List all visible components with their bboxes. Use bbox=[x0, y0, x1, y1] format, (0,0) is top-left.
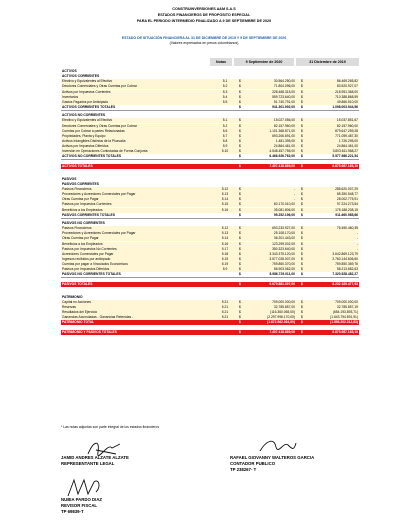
row-note: 5.21 bbox=[221, 315, 229, 320]
statement-units: (Valores expresados en pesos colombianos) bbox=[169, 41, 239, 45]
value-2019: 5.577.986.221,54 bbox=[332, 154, 358, 159]
row-note: 5.6 bbox=[222, 128, 228, 133]
row-label: Proveedores y Acreedores Comerciales por Pagar bbox=[62, 192, 136, 197]
row-label: ACTIVOS TOTALES bbox=[62, 163, 93, 168]
currency-symbol: $ bbox=[301, 202, 303, 207]
currency-symbol: $ bbox=[239, 192, 241, 197]
value-2019: 879.647.259,28 bbox=[335, 128, 358, 133]
row-label: Beneficios a los Empleados bbox=[62, 207, 103, 212]
value-2019: 218.951.368,00 bbox=[335, 89, 358, 94]
currency-symbol: $ bbox=[301, 79, 303, 84]
value-2020: 4.548.457.755,00 bbox=[269, 149, 295, 154]
row-note: 5.8 bbox=[222, 138, 228, 143]
value-2020: 35.081.806,00 bbox=[273, 207, 295, 212]
row-label: PATRIMONIO TOTAL bbox=[62, 320, 95, 325]
row-label: Activos por Impuestos Corrientes bbox=[62, 89, 111, 94]
currency-symbol: $ bbox=[239, 207, 241, 212]
row-note: 5.21 bbox=[221, 310, 229, 315]
row-label: Cuentas por pagar a Vinculados Económicos bbox=[62, 262, 128, 267]
currency-symbol: $ bbox=[239, 226, 241, 231]
row-label: Gastos Pagados por Anticipado bbox=[62, 99, 109, 104]
value-2020: 228.468.315,00 bbox=[272, 89, 295, 94]
value-2020: 56.903.062,00 bbox=[273, 267, 295, 272]
row-label: Deudores Comerciales y Otras Cuentas por Cobrar bbox=[62, 84, 137, 89]
value-2019: 82.157.960,00 bbox=[336, 123, 358, 128]
total-row bbox=[61, 164, 359, 169]
row-label: PASIVOS CORRIENTES TOTALES bbox=[62, 212, 115, 217]
row-label: PASIVOS bbox=[62, 176, 77, 181]
value-2019: 76.450.460,35 bbox=[336, 226, 358, 231]
value-2019: 24.864.461,00 bbox=[336, 144, 358, 149]
value-2019: 7.320.528.482,27 bbox=[332, 272, 358, 277]
row-note: 5.1 bbox=[222, 79, 228, 84]
currency-symbol: $ bbox=[301, 251, 303, 256]
currency-symbol: $ bbox=[301, 105, 303, 110]
value-2020: - bbox=[293, 187, 295, 191]
row-label: PATRIMONIO Y PASIVOS TOTALES bbox=[62, 329, 117, 334]
value-2020: 51.740.791,00 bbox=[273, 99, 295, 104]
divider bbox=[61, 110, 359, 111]
currency-symbol: $ bbox=[239, 272, 241, 277]
divider bbox=[61, 159, 359, 160]
statement-type: ESTADOS FINANCIEROS DE PROPÓSITO ESPECIAL bbox=[157, 13, 251, 17]
value-2020: 25.108.170,00 bbox=[273, 231, 295, 236]
currency-symbol: $ bbox=[239, 79, 241, 84]
value-2019: 58.213.682,63 bbox=[336, 267, 358, 272]
footnote: * Las notas adjuntas son parte integral de los estados financieros bbox=[61, 425, 160, 429]
currency-symbol: $ bbox=[301, 99, 303, 104]
row-label: Deudores Comerciales y Otras Cuentas por Cobrar bbox=[62, 123, 137, 128]
row-label: Beneficios a los Empleados bbox=[62, 241, 103, 246]
value-2020: 30.564.250,00 bbox=[273, 79, 295, 84]
value-2019: 3.803.611.968,27 bbox=[332, 149, 358, 154]
row-label: Otras Cuentas por Pagar bbox=[62, 197, 99, 202]
row-note: 5.14 bbox=[221, 197, 229, 202]
value-2019: 3.642.869.123,79 bbox=[332, 251, 358, 256]
value-2020: 3.343.375.120,00 bbox=[269, 251, 295, 256]
value-2019: 8.232.189.477,93 bbox=[332, 281, 358, 286]
row-label: PASIVOS CORRIENTES bbox=[62, 181, 99, 186]
value-2019: 28.002.775,91 bbox=[336, 197, 358, 202]
row-label: ACTIVOS CORRIENTES TOTALES bbox=[62, 105, 116, 110]
value-2020: 3.577.028.007,00 bbox=[269, 256, 295, 261]
currency-symbol: $ bbox=[239, 315, 241, 320]
row-note: 5.12 bbox=[221, 226, 229, 231]
currency-symbol: $ bbox=[239, 212, 241, 217]
value-2019: - bbox=[356, 231, 358, 236]
currency-symbol: $ bbox=[239, 154, 241, 159]
value-2019: 1.726.295,00 bbox=[338, 138, 358, 143]
row-note: 5.16 bbox=[221, 207, 229, 212]
value-2020: - bbox=[293, 192, 295, 197]
currency-symbol: $ bbox=[301, 197, 303, 202]
currency-symbol: $ bbox=[239, 246, 241, 251]
currency-symbol: $ bbox=[301, 310, 303, 315]
value-2020: 941.301.092,00 bbox=[272, 105, 295, 110]
currency-symbol: $ bbox=[239, 320, 241, 325]
currency-symbol: $ bbox=[239, 84, 241, 89]
row-note: 5.9 bbox=[222, 267, 228, 272]
currency-symbol: $ bbox=[239, 144, 241, 149]
value-2019: 709.000.000,00 bbox=[335, 299, 358, 304]
divider bbox=[61, 218, 359, 219]
row-note: 5.19 bbox=[221, 256, 229, 261]
row-note: 5.13 bbox=[221, 231, 229, 236]
currency-symbol: $ bbox=[239, 329, 241, 334]
value-2020: 9.079.881.307,00 bbox=[269, 281, 295, 286]
row-label: ACTIVOS NO CORRIENTES bbox=[62, 113, 106, 118]
currency-symbol: $ bbox=[239, 163, 241, 168]
value-2020: 1.481.395,00 bbox=[275, 138, 295, 143]
currency-symbol: $ bbox=[239, 149, 241, 154]
value-2020: - bbox=[293, 197, 295, 202]
column-header-2020: 9 Septiembre de 2020 bbox=[234, 58, 294, 66]
row-label: PASIVOS NO CORRIENTES TOTALES bbox=[62, 272, 121, 277]
currency-symbol: $ bbox=[301, 299, 303, 304]
total-row bbox=[61, 330, 359, 335]
value-2019: 85.350.548,77 bbox=[336, 192, 358, 197]
row-label: PATRIMONIO bbox=[62, 294, 83, 299]
currency-symbol: $ bbox=[301, 89, 303, 94]
row-label: Inversión en Operaciones Controladas de Forma Conjunta bbox=[62, 149, 148, 154]
row-label: PASIVOS TOTALES bbox=[62, 281, 93, 286]
row-label: Inventarios bbox=[62, 94, 79, 99]
row-label: Otras Cuentas por Pagar bbox=[62, 236, 99, 241]
value-2019: (654.193.893,71) bbox=[332, 310, 358, 315]
currency-symbol: $ bbox=[301, 94, 303, 99]
value-2020: 123.299.002,00 bbox=[272, 241, 295, 246]
signatory-role-fiscal-auditor: REVISOR FISCAL bbox=[61, 503, 98, 508]
row-label: Cuentas por Cobrar a partes Relacionadas bbox=[62, 128, 125, 133]
row-note: 5.21 bbox=[221, 305, 229, 309]
currency-symbol: $ bbox=[301, 118, 303, 123]
value-2019: 83.520.927,07 bbox=[336, 84, 358, 89]
currency-symbol: $ bbox=[301, 84, 303, 89]
value-2020: 1.101.368.871,00 bbox=[269, 128, 295, 133]
currency-symbol: $ bbox=[301, 305, 303, 309]
value-2019: 285.620.007,29 bbox=[335, 187, 358, 191]
currency-symbol: $ bbox=[239, 128, 241, 133]
value-2020: 15.027.056,00 bbox=[273, 118, 295, 123]
row-label: Pasivos por Impuestos No Corrientes bbox=[62, 246, 117, 251]
currency-symbol: $ bbox=[301, 236, 303, 241]
value-2020: 8.986.729.011,00 bbox=[269, 272, 295, 277]
currency-symbol: $ bbox=[239, 197, 241, 202]
currency-symbol: $ bbox=[301, 212, 303, 217]
row-label: ACTIVOS NO CORRIENTES TOTALES bbox=[62, 154, 122, 159]
row-note: 5.2 bbox=[222, 84, 228, 89]
currency-symbol: $ bbox=[239, 202, 241, 207]
value-2019: 175.188.208,15 bbox=[335, 207, 358, 212]
statement-title: ESTADO DE SITUACIÓN FINANCIERA AL 31 DE DICIEMBRE DE 2019 Y 9 DE SEPTIEMBRE DE 2020 bbox=[121, 36, 287, 40]
value-2019: 710.388.868,59 bbox=[335, 94, 358, 99]
signatory-name-fiscal-auditor: NUBIA PARDO DIAZ bbox=[61, 497, 103, 502]
currency-symbol: $ bbox=[301, 133, 303, 138]
row-label: Reservas bbox=[62, 305, 76, 309]
currency-symbol: $ bbox=[301, 256, 303, 261]
statement-period: PARA EL PERIODO INTERMEDIO FINALIZADO A 9 DE SEPTIEMBRE DE 2020 bbox=[136, 19, 272, 23]
row-note: 5.3 bbox=[222, 89, 228, 94]
currency-symbol: $ bbox=[239, 299, 241, 304]
currency-symbol: $ bbox=[239, 267, 241, 272]
value-2020: (116.360.065,00) bbox=[270, 310, 295, 315]
currency-symbol: $ bbox=[301, 192, 303, 197]
value-2020: 350.323.640,00 bbox=[272, 246, 295, 251]
currency-symbol: $ bbox=[301, 315, 303, 320]
row-note: 5.7 bbox=[222, 133, 228, 138]
row-label: Acreedores Comerciales por Pagar bbox=[62, 251, 114, 256]
row-label: Activos por Impuestos Diferidos bbox=[62, 144, 109, 149]
row-note: 5.1 bbox=[222, 118, 228, 123]
currency-symbol: $ bbox=[239, 89, 241, 94]
currency-symbol: $ bbox=[239, 138, 241, 143]
currency-symbol: $ bbox=[301, 246, 303, 251]
row-label: Proveedores y Acreedores Comerciales por Pagar bbox=[62, 231, 136, 236]
value-2020: 693.233.927,00 bbox=[272, 226, 295, 231]
row-note: 5.2 bbox=[222, 123, 228, 128]
currency-symbol: $ bbox=[301, 154, 303, 159]
currency-symbol: $ bbox=[239, 241, 241, 246]
currency-symbol: $ bbox=[301, 163, 303, 168]
value-2019: 2.760.144.606,60 bbox=[332, 256, 358, 261]
row-label: ACTIVOS bbox=[62, 69, 77, 73]
row-note: 5.10 bbox=[221, 149, 229, 154]
row-label: Ingresos recibidos por anticipado bbox=[62, 256, 111, 261]
signatory-tp-accountant: TP 238267- T bbox=[230, 467, 257, 472]
row-label: Efectivo y Equivalentes al Efectivo bbox=[62, 118, 113, 123]
row-note: 5.15 bbox=[221, 202, 229, 207]
value-2019: 97.224.273,54 bbox=[336, 202, 358, 207]
value-2019: 759.850.369,76 bbox=[335, 262, 358, 267]
value-2020: 6.466.926.762,00 bbox=[269, 154, 295, 159]
currency-symbol: $ bbox=[239, 256, 241, 261]
currency-symbol: $ bbox=[239, 251, 241, 256]
currency-symbol: $ bbox=[239, 262, 241, 267]
value-2020: 82.157.960,00 bbox=[273, 123, 295, 128]
value-2019: 911.660.985,66 bbox=[335, 212, 358, 217]
total-row bbox=[61, 320, 359, 325]
signatory-role-legal-rep: REPRESENTANTE LEGAL bbox=[61, 461, 115, 466]
row-note: 5.16 bbox=[221, 241, 229, 246]
currency-symbol: $ bbox=[239, 94, 241, 99]
value-2020: 95.252.196,00 bbox=[273, 212, 295, 217]
value-2019: 32.785.857,19 bbox=[336, 305, 358, 309]
row-note: 5.13 bbox=[221, 192, 229, 197]
row-label: Pasivos Financieros bbox=[62, 187, 92, 191]
currency-symbol: $ bbox=[301, 329, 303, 334]
value-2019: 86.469.265,82 bbox=[336, 79, 358, 84]
value-2020: 759.850.370,00 bbox=[272, 262, 295, 267]
signatory-name-legal-rep: JAMID ANDRES ALZATE ALZATE bbox=[61, 455, 129, 460]
currency-symbol: $ bbox=[239, 99, 241, 104]
currency-symbol: $ bbox=[301, 138, 303, 143]
currency-symbol: $ bbox=[301, 320, 303, 325]
value-2019: - bbox=[356, 246, 358, 251]
row-note: 5.21 bbox=[221, 299, 229, 304]
row-label: Pasivos por Impuestos Diferidos bbox=[62, 267, 110, 272]
currency-symbol: $ bbox=[239, 231, 241, 236]
value-2020: 24.864.461,00 bbox=[273, 144, 295, 149]
row-note: 5.14 bbox=[221, 236, 229, 241]
value-2019: (1.643.794.591,91) bbox=[330, 315, 358, 320]
currency-symbol: $ bbox=[301, 241, 303, 246]
currency-symbol: $ bbox=[239, 236, 241, 241]
row-note: 5.17 bbox=[221, 246, 229, 251]
value-2019: 1.098.003.944,56 bbox=[332, 105, 358, 110]
row-note: 5.19 bbox=[221, 262, 229, 267]
row-label: PASIVOS NO CORRIENTES bbox=[62, 220, 105, 225]
value-2020: 32.785.857,00 bbox=[273, 305, 295, 309]
value-2020: 7.407.418.869,00 bbox=[269, 329, 295, 334]
currency-symbol: $ bbox=[239, 187, 241, 191]
row-label: ACTIVOS CORRIENTES bbox=[62, 74, 100, 79]
column-header-2019: 31 Diciembre de 2019 bbox=[296, 58, 359, 66]
currency-symbol: $ bbox=[239, 123, 241, 128]
row-label: Pasivos Financieros bbox=[62, 226, 92, 231]
currency-symbol: $ bbox=[301, 231, 303, 236]
value-2020: 559.723.640,00 bbox=[272, 94, 295, 99]
signatory-role-accountant: CONTADOR PUBLICO bbox=[230, 461, 276, 466]
currency-symbol: $ bbox=[239, 118, 241, 123]
value-2019: (1.556.202.312,83) bbox=[330, 320, 358, 325]
currency-symbol: $ bbox=[301, 149, 303, 154]
currency-symbol: $ bbox=[239, 105, 241, 110]
value-2020: 71.804.096,00 bbox=[273, 84, 295, 89]
value-2019: - bbox=[356, 241, 358, 246]
value-2020: 7.407.418.869,00 bbox=[269, 163, 295, 168]
value-2019: 6.675.987.165,10 bbox=[332, 329, 358, 334]
row-label: Activos Intangibles Distintos de la Plusvalía bbox=[62, 138, 126, 143]
value-2020: 693.206.691,00 bbox=[272, 133, 295, 138]
value-2019: 49.866.510,00 bbox=[336, 99, 358, 104]
row-label: Propiedades, Planta y Equipo bbox=[62, 133, 106, 138]
row-label: Pasivos por Impuestos Corrientes bbox=[62, 202, 112, 207]
currency-symbol: $ bbox=[301, 207, 303, 212]
currency-symbol: $ bbox=[301, 272, 303, 277]
currency-symbol: $ bbox=[301, 144, 303, 149]
value-2020: (1.672.562.364,00) bbox=[267, 320, 295, 325]
value-2020: 36.201.443,00 bbox=[273, 236, 295, 241]
currency-symbol: $ bbox=[239, 281, 241, 286]
value-2019: 15.037.851,67 bbox=[336, 118, 358, 123]
currency-symbol: $ bbox=[301, 262, 303, 267]
currency-symbol: $ bbox=[301, 226, 303, 231]
currency-symbol: $ bbox=[301, 128, 303, 133]
value-2019: 771.059.487,30 bbox=[335, 133, 358, 138]
currency-symbol: $ bbox=[301, 281, 303, 286]
value-2019: - bbox=[356, 236, 358, 241]
currency-symbol: $ bbox=[239, 310, 241, 315]
row-label: Efectivo y Equivalentes al Efectivo bbox=[62, 79, 113, 84]
column-header-notas: Notas bbox=[210, 58, 232, 66]
total-row bbox=[61, 282, 359, 287]
currency-symbol: $ bbox=[301, 187, 303, 191]
currency-symbol: $ bbox=[301, 123, 303, 128]
signatory-name-accountant: RAFAEL GIOVANNY WALTEROS GARCIA bbox=[230, 455, 315, 460]
row-note: 5.12 bbox=[221, 187, 229, 191]
currency-symbol: $ bbox=[301, 267, 303, 272]
row-note: 5.18 bbox=[221, 251, 229, 256]
currency-symbol: $ bbox=[239, 305, 241, 309]
row-note: 5.5 bbox=[222, 99, 228, 104]
value-2020: 60.170.010,00 bbox=[273, 202, 295, 207]
value-2019: 6.675.987.165,10 bbox=[332, 163, 358, 168]
row-note: 5.9 bbox=[222, 144, 228, 149]
row-label: Ganancias Acumuladas - Ganancias Retenidas - bbox=[62, 315, 134, 320]
row-label: Resultados del Ejercicio bbox=[62, 310, 98, 315]
row-label: Capital en Acciones bbox=[62, 299, 91, 304]
value-2020: 709.000.000,00 bbox=[272, 299, 295, 304]
currency-symbol: $ bbox=[239, 133, 241, 138]
divider bbox=[61, 277, 359, 278]
value-2020: (2.297.998.170,00) bbox=[267, 315, 295, 320]
company-name: CONSTRUINVERSIONES A&M S.A.S bbox=[172, 7, 236, 11]
signatory-tp-fiscal-auditor: TP 69839-T bbox=[61, 509, 84, 514]
row-note: 5.4 bbox=[222, 94, 228, 99]
